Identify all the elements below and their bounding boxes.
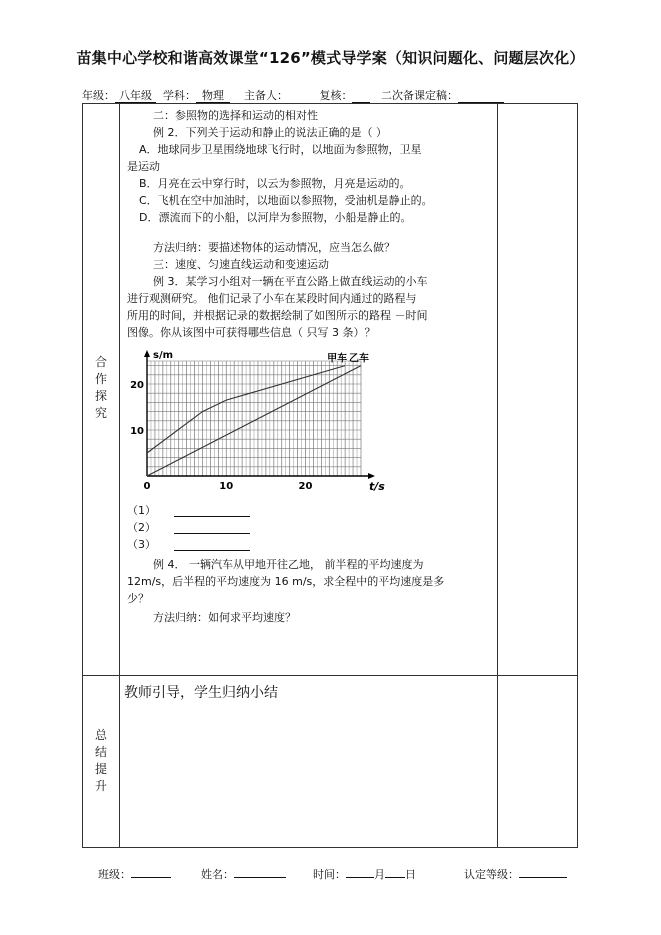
summary-side-label: 总 结 提 升 — [94, 728, 107, 793]
example-3-line-3: 所用的时间，并根据记录的数据绘制了如图所示的路程 －时间 — [127, 309, 428, 322]
answer-2[interactable]: （2） — [127, 519, 497, 536]
example-3-line-1: 例 3．某学习小组对一辆在平直公路上做直线运动的小车 — [153, 275, 428, 288]
second-prep-label: 二次备课定稿： — [380, 89, 458, 102]
example-4-line-3: 少？ — [127, 592, 149, 605]
second-prep-blank[interactable] — [458, 90, 504, 103]
reviewer-label: 复核： — [319, 89, 353, 102]
chart-ticks — [130, 380, 312, 492]
reviewer-blank[interactable] — [352, 90, 370, 103]
column-divider-right — [497, 104, 498, 847]
answer-blanks — [127, 502, 497, 553]
answer-1[interactable]: （1） — [127, 502, 497, 519]
answer-3[interactable]: （3） — [127, 536, 497, 553]
footer-time: 时间： 月 日 — [313, 868, 416, 881]
summary-text: 教师引导，学生归纳小结 — [124, 685, 278, 701]
day-blank[interactable] — [385, 867, 405, 878]
grade-label: 年级： — [82, 89, 115, 102]
row-divider — [83, 675, 577, 676]
subject-value: 物理 — [196, 90, 230, 103]
section-heading-3: 三：速度、匀速直线运动和变速运动 — [153, 258, 329, 271]
page-title: 苗集中心学校和谐高效课堂“126”模式导学案（知识问题化、问题层次化） — [76, 49, 585, 67]
option-c: C．飞机在空中加油时，以地面以参照物，受油机是静止的。 — [139, 194, 433, 207]
column-divider-left — [119, 104, 120, 847]
month-blank[interactable] — [346, 867, 374, 878]
x-axis-arrow — [368, 473, 375, 479]
footer-grade: 认定等级： — [464, 866, 567, 882]
y-axis-label: s/m — [153, 350, 174, 361]
example-4-line-2: 12m/s，后半程的平均速度为 16 m/s，求全程中的平均速度是多 — [127, 575, 445, 588]
x-tick-label: 10 — [219, 481, 234, 492]
option-b: B．月亮在云中穿行时，以云为参照物，月亮是运动的。 — [139, 177, 411, 190]
chart-grid — [147, 361, 361, 476]
grade-value: 八年级 — [115, 90, 156, 103]
cooperation-side-label: 合 作 探 究 — [94, 355, 107, 420]
example-3-line-4: 图像。你从该图中可获得哪些信息（ 只写 3 条）？ — [127, 326, 376, 339]
section-heading-2: 二：参照物的选择和运动的相对性 — [153, 109, 318, 122]
distance-time-chart — [127, 348, 387, 492]
method-summary-2: 方法归纳：如何求平均速度？ — [153, 611, 296, 624]
grade-blank[interactable] — [519, 867, 567, 878]
option-a: A．地球同步卫星围绕地球飞行时，以地面为参照物，卫星 — [139, 143, 422, 156]
option-d: D．漂流而下的小船，以河岸为参照物，小船是静止的。 — [139, 211, 412, 224]
x-tick-label: 0 — [143, 481, 151, 492]
worksheet-table — [82, 103, 578, 848]
option-a-cont: 是运动 — [127, 160, 160, 173]
cooperation-content — [127, 107, 497, 341]
example-4-line-1: 例 4． 一辆汽车从甲地开往乙地， 前半程的平均速度为 — [153, 558, 424, 571]
name-blank[interactable] — [234, 867, 286, 878]
example-3-line-2: 进行观测研究。 他们记录了小车在某段时间内通过的路程与 — [127, 292, 417, 305]
preparer-label: 主备人： — [244, 89, 288, 102]
x-axis-label: t/s — [369, 480, 385, 492]
x-tick-label: 20 — [298, 481, 313, 492]
y-tick-label: 10 — [130, 426, 144, 437]
y-axis-arrow — [144, 350, 150, 357]
series-label-2: 乙车 — [349, 353, 369, 365]
method-summary-1: 方法归纳：要描述物体的运动情况，应当怎么做？ — [153, 241, 395, 254]
class-blank[interactable] — [131, 867, 171, 878]
series-label-1: 甲车 — [327, 353, 348, 365]
footer-class: 班级： — [98, 866, 171, 882]
footer-name: 姓名： — [201, 866, 286, 882]
y-tick-label: 20 — [130, 380, 144, 391]
example-2-question: 例 2．下列关于运动和静止的说法正确的是（ ） — [153, 126, 387, 139]
subject-label: 学科： — [163, 89, 196, 102]
info-line — [82, 87, 504, 103]
example-4 — [127, 556, 497, 626]
